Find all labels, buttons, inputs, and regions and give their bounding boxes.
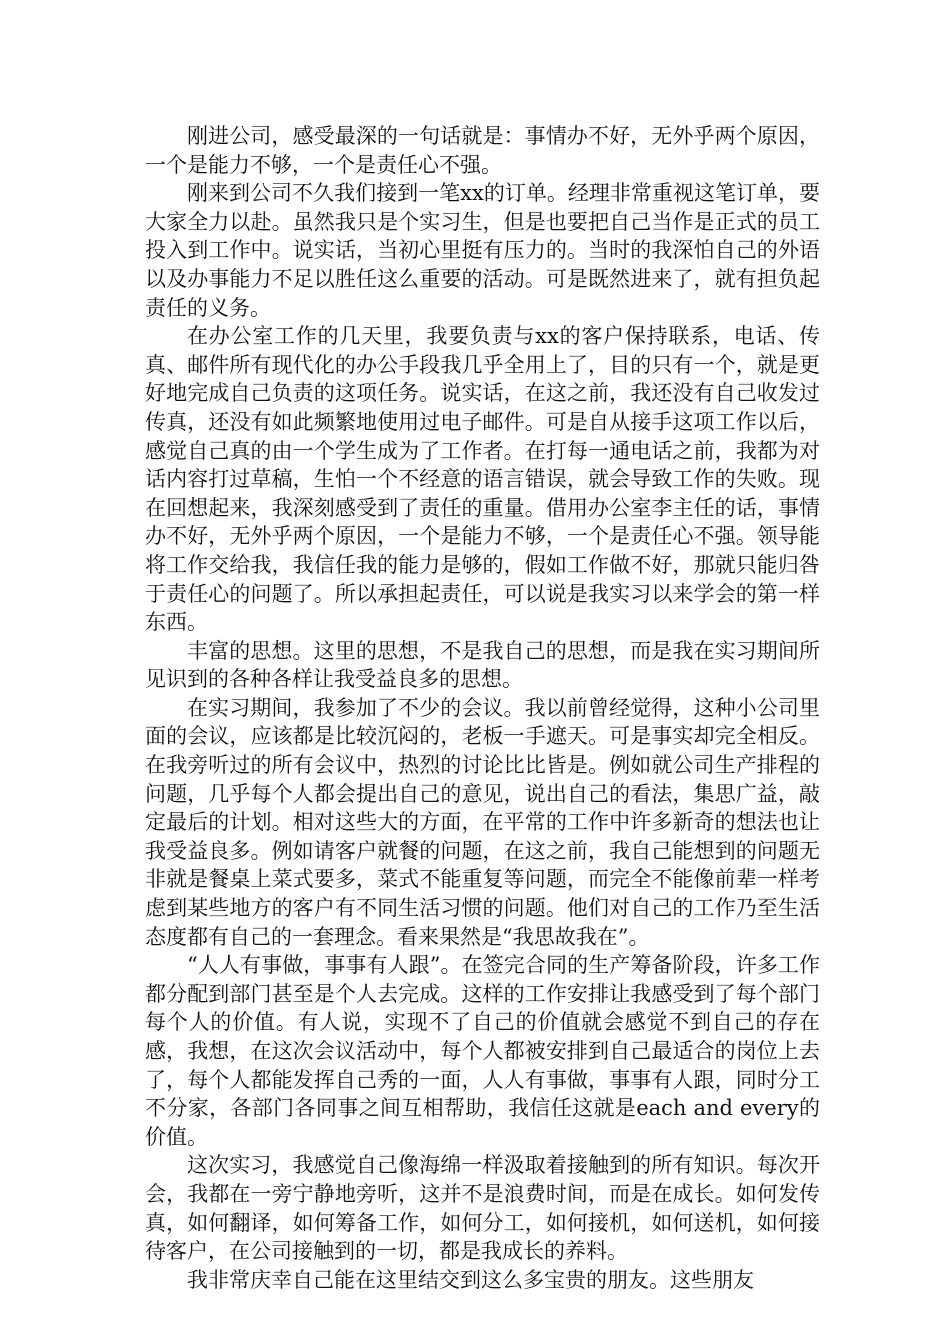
paragraph-3: 在办公室工作的几天里，我要负责与xx的客户保持联系，电话、传真、邮件所有现代化的办公手段我几乎全用上了，目的只有一个，就是更好地完成自己负责的这项任务。说实话，在这之前，我还没有自己收发过传真，还没有如此频繁地使用过电子邮件。可是自从接手这项工作以后，感觉自己真的由一个学生成为了工作者。在打每一通电话之前，我都为对话内容打过草稿，生怕一个不经意的语言错误，就会导致工作的失败。现在回想起来，我深刻感受到了责任的重量。借用办公室李主任的话，事情办不好，无外乎两个原因，一个是能力不够，一个是责任心不强。领导能将工作交给我，我信任我的能力是够的，假如工作做不好，那就只能归咎于责任心的问题了。所以承担起责任，可以说是我实习以来学会的第一样东西。 bbox=[145, 324, 820, 635]
document-page bbox=[145, 122, 820, 1294]
paragraph-1: 刚进公司，感受最深的一句话就是：事情办不好，无外乎两个原因，一个是能力不够，一个是责任心不强。 bbox=[145, 124, 820, 177]
paragraph-7: 这次实习，我感觉自己像海绵一样汲取着接触到的所有知识。每次开会，我都在一旁宁静地旁听，这并不是浪费时间，而是在成长。如何发传真，如何翻译，如何筹备工作，如何分工，如何接机，如何送机，如何接待客户，在公司接触到的一切，都是我成长的养料。 bbox=[145, 1153, 820, 1264]
paragraph-5: 在实习期间，我参加了不少的会议。我以前曾经觉得，这种小公司里面的会议，应该都是比较沉闷的，老板一手遮天。可是事实却完全相反。在我旁听过的所有会议中，热烈的讨论比比皆是。例如就公司生产排程的问题，几乎每个人都会提出自己的意见，说出自己的看法，集思广益，敲定最后的计划。相对这些大的方面，在平常的工作中许多新奇的想法也让我受益良多。例如请客户就餐的问题，在这之前，我自己能想到的问题无非就是餐桌上菜式要多，菜式不能重复等问题，而完全不能像前辈一样考虑到某些地方的客户有不同生活习惯的问题。他们对自己的工作乃至生活态度都有自己的一套理念。看来果然是“我思故我在”。 bbox=[145, 695, 820, 949]
paragraph-2: 刚来到公司不久我们接到一笔xx的订单。经理非常重视这笔订单，要大家全力以赴。虽然我只是个实习生，但是也要把自己当作是正式的员工投入到工作中。说实话，当初心里挺有压力的。当时的我深怕自己的外语以及办事能力不足以胜任这么重要的活动。可是既然进来了，就有担负起责任的义务。 bbox=[145, 181, 820, 320]
paragraph-8: 我非常庆幸自己能在这里结交到这么多宝贵的朋友。这些朋友 bbox=[187, 1267, 754, 1292]
paragraph-6: “人人有事做，事事有人跟”。在签完合同的生产筹备阶段，许多工作都分配到部门甚至是个人去完成。这样的工作安排让我感受到了每个部门每个人的价值。有人说，实现不了自己的价值就会感觉不到自己的存在感，我想，在这次会议活动中，每个人都被安排到自己最适合的岗位上去了，每个人都能发挥自己秀的一面，人人有事做，事事有人跟，同时分工不分家，各部门各同事之间互相帮助，我信任这就是each and every的价值。 bbox=[145, 953, 820, 1149]
paragraph-4: 丰富的思想。这里的思想，不是我自己的思想，而是我在实习期间所见识到的各种各样让我受益良多的思想。 bbox=[145, 638, 820, 692]
